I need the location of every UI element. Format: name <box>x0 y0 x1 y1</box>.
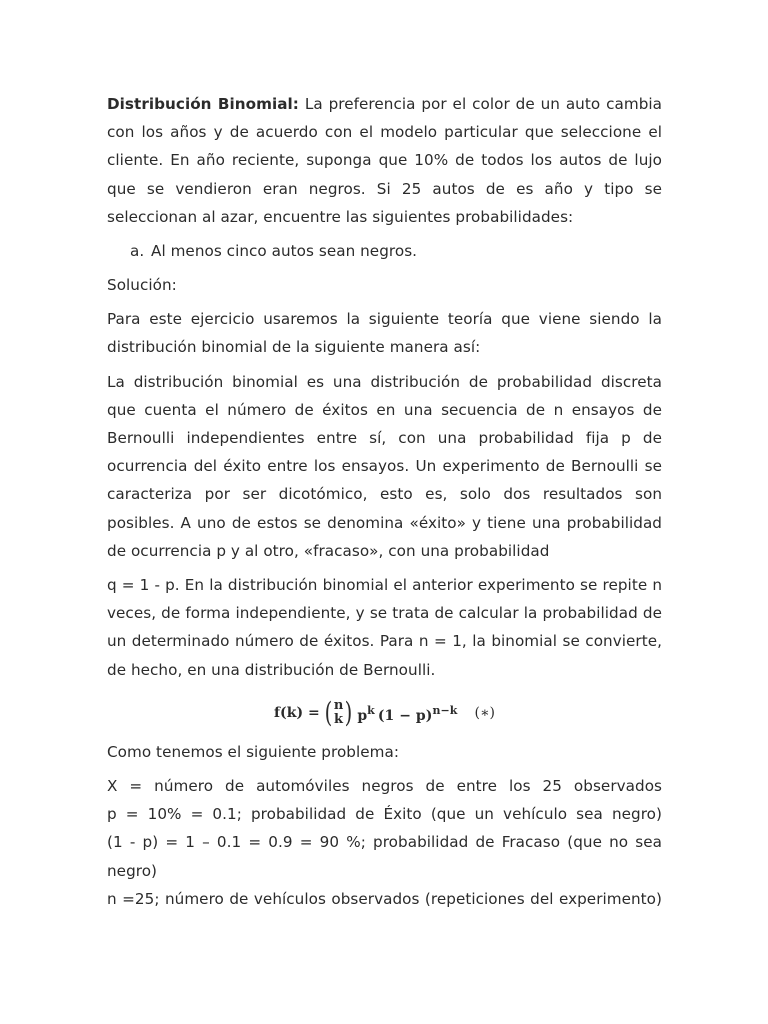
formula-binom-top: n <box>333 698 344 714</box>
formula-q-base: (1 − p) <box>377 707 433 724</box>
definition-q-continued: negro) <box>107 861 158 880</box>
paragraph-binomial-definition: La distribución binomial es una distribución de probabilidad discreta que cuenta el número de éxitos en una secuencia de n ensayos de Bernoulli independientes entre sí, con una probabilidad fija p de ocurrencia del éxito entre los ensayos. Un experimento de Bernoulli se caracteriza por ser dicotómico, esto es, solo dos resultados son posibles. A uno de estos se denomina «éxito» y tiene una probabilidad de ocurrencia p y al otro, «fracaso», con una probabilidad <box>107 372 662 560</box>
intro-problem: Como tenemos el siguiente problema: <box>107 742 400 761</box>
definition-x: X = número de automóviles negros de entre los 25 observados <box>107 777 662 796</box>
solution-label: Solución: <box>107 276 177 295</box>
formula-p-exponent: k <box>367 703 375 717</box>
paragraph-theory-intro: Para este ejercicio usaremos la siguiente teoría que viene siendo la distribución binomial de la siguiente manera así: <box>107 310 662 357</box>
formula-q-exponent: n−k <box>432 703 458 717</box>
binomial-formula <box>107 694 662 732</box>
definitions-block <box>107 772 662 913</box>
formula-tag: (∗) <box>474 705 496 722</box>
list-marker: a. <box>130 242 145 261</box>
list-item-text: Al menos cinco autos sean negros. <box>151 242 418 261</box>
problem-heading: Distribución Binomial: <box>107 95 299 113</box>
paragraph-binomial-repetition: q = 1 - p. En la distribución binomial el anterior experimento se repite n veces, de forma independiente, y se trata de calcular la probabilidad de un determinado número de éxitos. Para n = 1, la binomial se convierte, de hecho, en una distribución de Bernoulli. <box>107 576 662 679</box>
list-item <box>107 237 662 265</box>
formula-binomial-coefficient: ( n k ) <box>324 696 353 730</box>
definition-n: n =25; número de vehículos observados (repeticiones del experimento) <box>107 889 662 908</box>
problem-text: La preferencia por el color de un auto cambia con los años y de acuerdo con el modelo particular que seleccione el cliente. En año reciente, suponga que 10% de todos los autos de lujo que se vendieron eran negros. Si 25 autos de es año y tipo se seleccionan al azar, encuentre las siguientes probabilidades: <box>107 95 663 226</box>
problem-statement <box>107 90 662 231</box>
formula-lhs: f(k) = <box>273 705 320 722</box>
formula-p-base: p <box>357 707 368 724</box>
document-page <box>107 90 662 913</box>
definition-q: (1 - p) = 1 – 0.1 = 0.9 = 90 %; probabilidad de Fracaso (que no sea <box>107 833 662 852</box>
definition-p: p = 10% = 0.1; probabilidad de Éxito (que un vehículo sea negro) <box>107 805 662 824</box>
formula-binom-bottom: k <box>334 712 344 728</box>
